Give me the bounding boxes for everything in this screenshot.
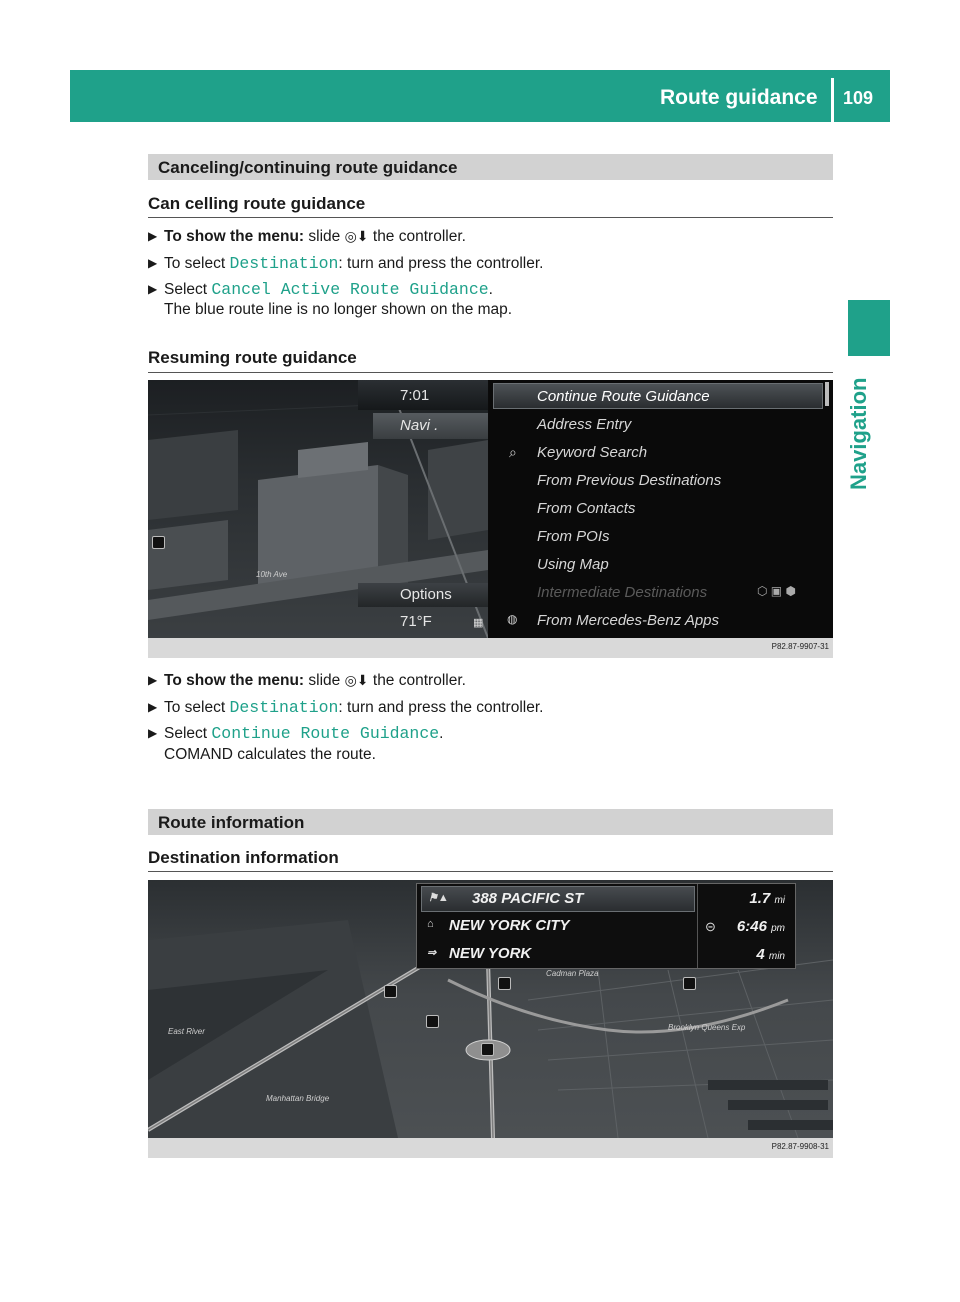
menu-item-using-map[interactable]: Using Map: [537, 556, 609, 573]
page-number: 109: [843, 88, 874, 108]
distance-value: 1.7 mi: [749, 890, 785, 907]
subsection-rule: [148, 217, 833, 218]
subsection-title: Can celling route guidance: [148, 194, 366, 213]
header-divider: [831, 78, 834, 122]
poi-icon: [384, 985, 397, 998]
bullet-arrow-icon: ▶: [148, 256, 158, 270]
menu-item-from-pois[interactable]: From POIs: [537, 528, 610, 545]
menu-item-continue-route-guidance[interactable]: Continue Route Guidance: [537, 388, 710, 405]
info-row-state[interactable]: ⇒ NEW YORK: [427, 945, 532, 962]
instruction-result: The blue route line is no longer shown on the map.: [164, 301, 513, 318]
instruction-step: ▶ Select Cancel Active Route Guidance.: [148, 280, 493, 299]
menu-item-address-entry[interactable]: Address Entry: [537, 416, 632, 433]
temperature: 71°F: [400, 613, 432, 630]
destination-type-icons: ⬡ ▣ ⬢: [757, 584, 796, 598]
state-icon: ⇒: [427, 947, 437, 959]
destination-info-panel: [416, 883, 796, 969]
duration-value: 4 min: [756, 946, 785, 963]
poi-icon: [498, 977, 511, 990]
subsection-rule: [148, 372, 833, 373]
bullet-arrow-icon: ▶: [148, 229, 158, 243]
vehicle-position-icon: [481, 1043, 494, 1056]
scrollbar[interactable]: [825, 382, 829, 406]
apps-icon: ◍: [507, 612, 518, 626]
clock-icon: ⊝: [705, 919, 716, 934]
options-label: Options: [400, 586, 452, 603]
chapter-tab: [848, 300, 890, 356]
poi-icon: [426, 1015, 439, 1028]
destination-flag-icon: ⚑▲: [428, 892, 449, 904]
menu-item-mercedes-apps[interactable]: From Mercedes-Benz Apps: [537, 612, 720, 629]
grid-icon: ▦: [473, 617, 484, 629]
menu-item-from-contacts[interactable]: From Contacts: [537, 500, 636, 517]
page-section-title: Route guidance: [660, 86, 818, 109]
controller-slide-icon: ◎⬇: [344, 228, 369, 244]
menu-item-previous-destinations[interactable]: From Previous Destinations: [537, 472, 722, 489]
subsection-title: Destination information: [148, 848, 339, 867]
search-icon: ⌕: [509, 444, 517, 460]
bullet-arrow-icon: ▶: [148, 282, 158, 296]
controller-slide-icon: ◎⬇: [344, 672, 369, 688]
street-label: 10th Ave: [256, 570, 288, 579]
subsection-title: Resuming route guidance: [148, 348, 357, 367]
section-title: Route information: [158, 813, 305, 832]
eta-value: 6:46 pm: [736, 918, 785, 935]
poi-icon: [683, 977, 696, 990]
destination-menu: [489, 380, 833, 638]
bullet-arrow-icon: ▶: [148, 726, 158, 740]
bullet-arrow-icon: ▶: [148, 673, 158, 687]
map-label: East River: [168, 1027, 205, 1036]
bullet-arrow-icon: ▶: [148, 700, 158, 714]
image-reference: P82.87-9908-31: [771, 1142, 829, 1151]
chapter-label: Navigation: [846, 377, 871, 490]
instruction-step: ▶ To select Destination: turn and press the controller.: [148, 698, 544, 717]
map-label: Cadman Plaza: [546, 969, 599, 978]
instruction-step: ▶ To show the menu: slide ◎⬇ the controller.: [148, 228, 466, 245]
poi-icon: [152, 536, 165, 549]
menu-item-keyword-search[interactable]: Keyword Search: [537, 444, 648, 461]
map-label: Brooklyn Queens Exp: [668, 1023, 746, 1032]
info-row-street[interactable]: ⚑▲ 388 PACIFIC ST: [421, 886, 695, 912]
instruction-result: COMAND calculates the route.: [164, 746, 376, 763]
clock: 7:01: [400, 387, 430, 404]
info-row-city[interactable]: ⌂ NEW YORK CITY: [427, 917, 570, 934]
screenshot-destination-info: [148, 880, 833, 1158]
map-label: Manhattan Bridge: [266, 1094, 330, 1103]
instruction-step: ▶ To show the menu: slide ◎⬇ the controller.: [148, 672, 466, 689]
screenshot-destination-menu: [148, 380, 833, 658]
instruction-step: ▶ To select Destination: turn and press the controller.: [148, 254, 544, 273]
menu-item-intermediate-destinations: Intermediate Destinations: [537, 584, 708, 601]
image-reference: P82.87-9907-31: [771, 642, 829, 651]
instruction-step: ▶ Select Continue Route Guidance.: [148, 724, 444, 743]
city-icon: ⌂: [427, 918, 434, 930]
subsection-rule: [148, 871, 833, 872]
navi-label: Navi .: [400, 417, 439, 434]
section-title: Canceling/continuing route guidance: [158, 158, 458, 177]
